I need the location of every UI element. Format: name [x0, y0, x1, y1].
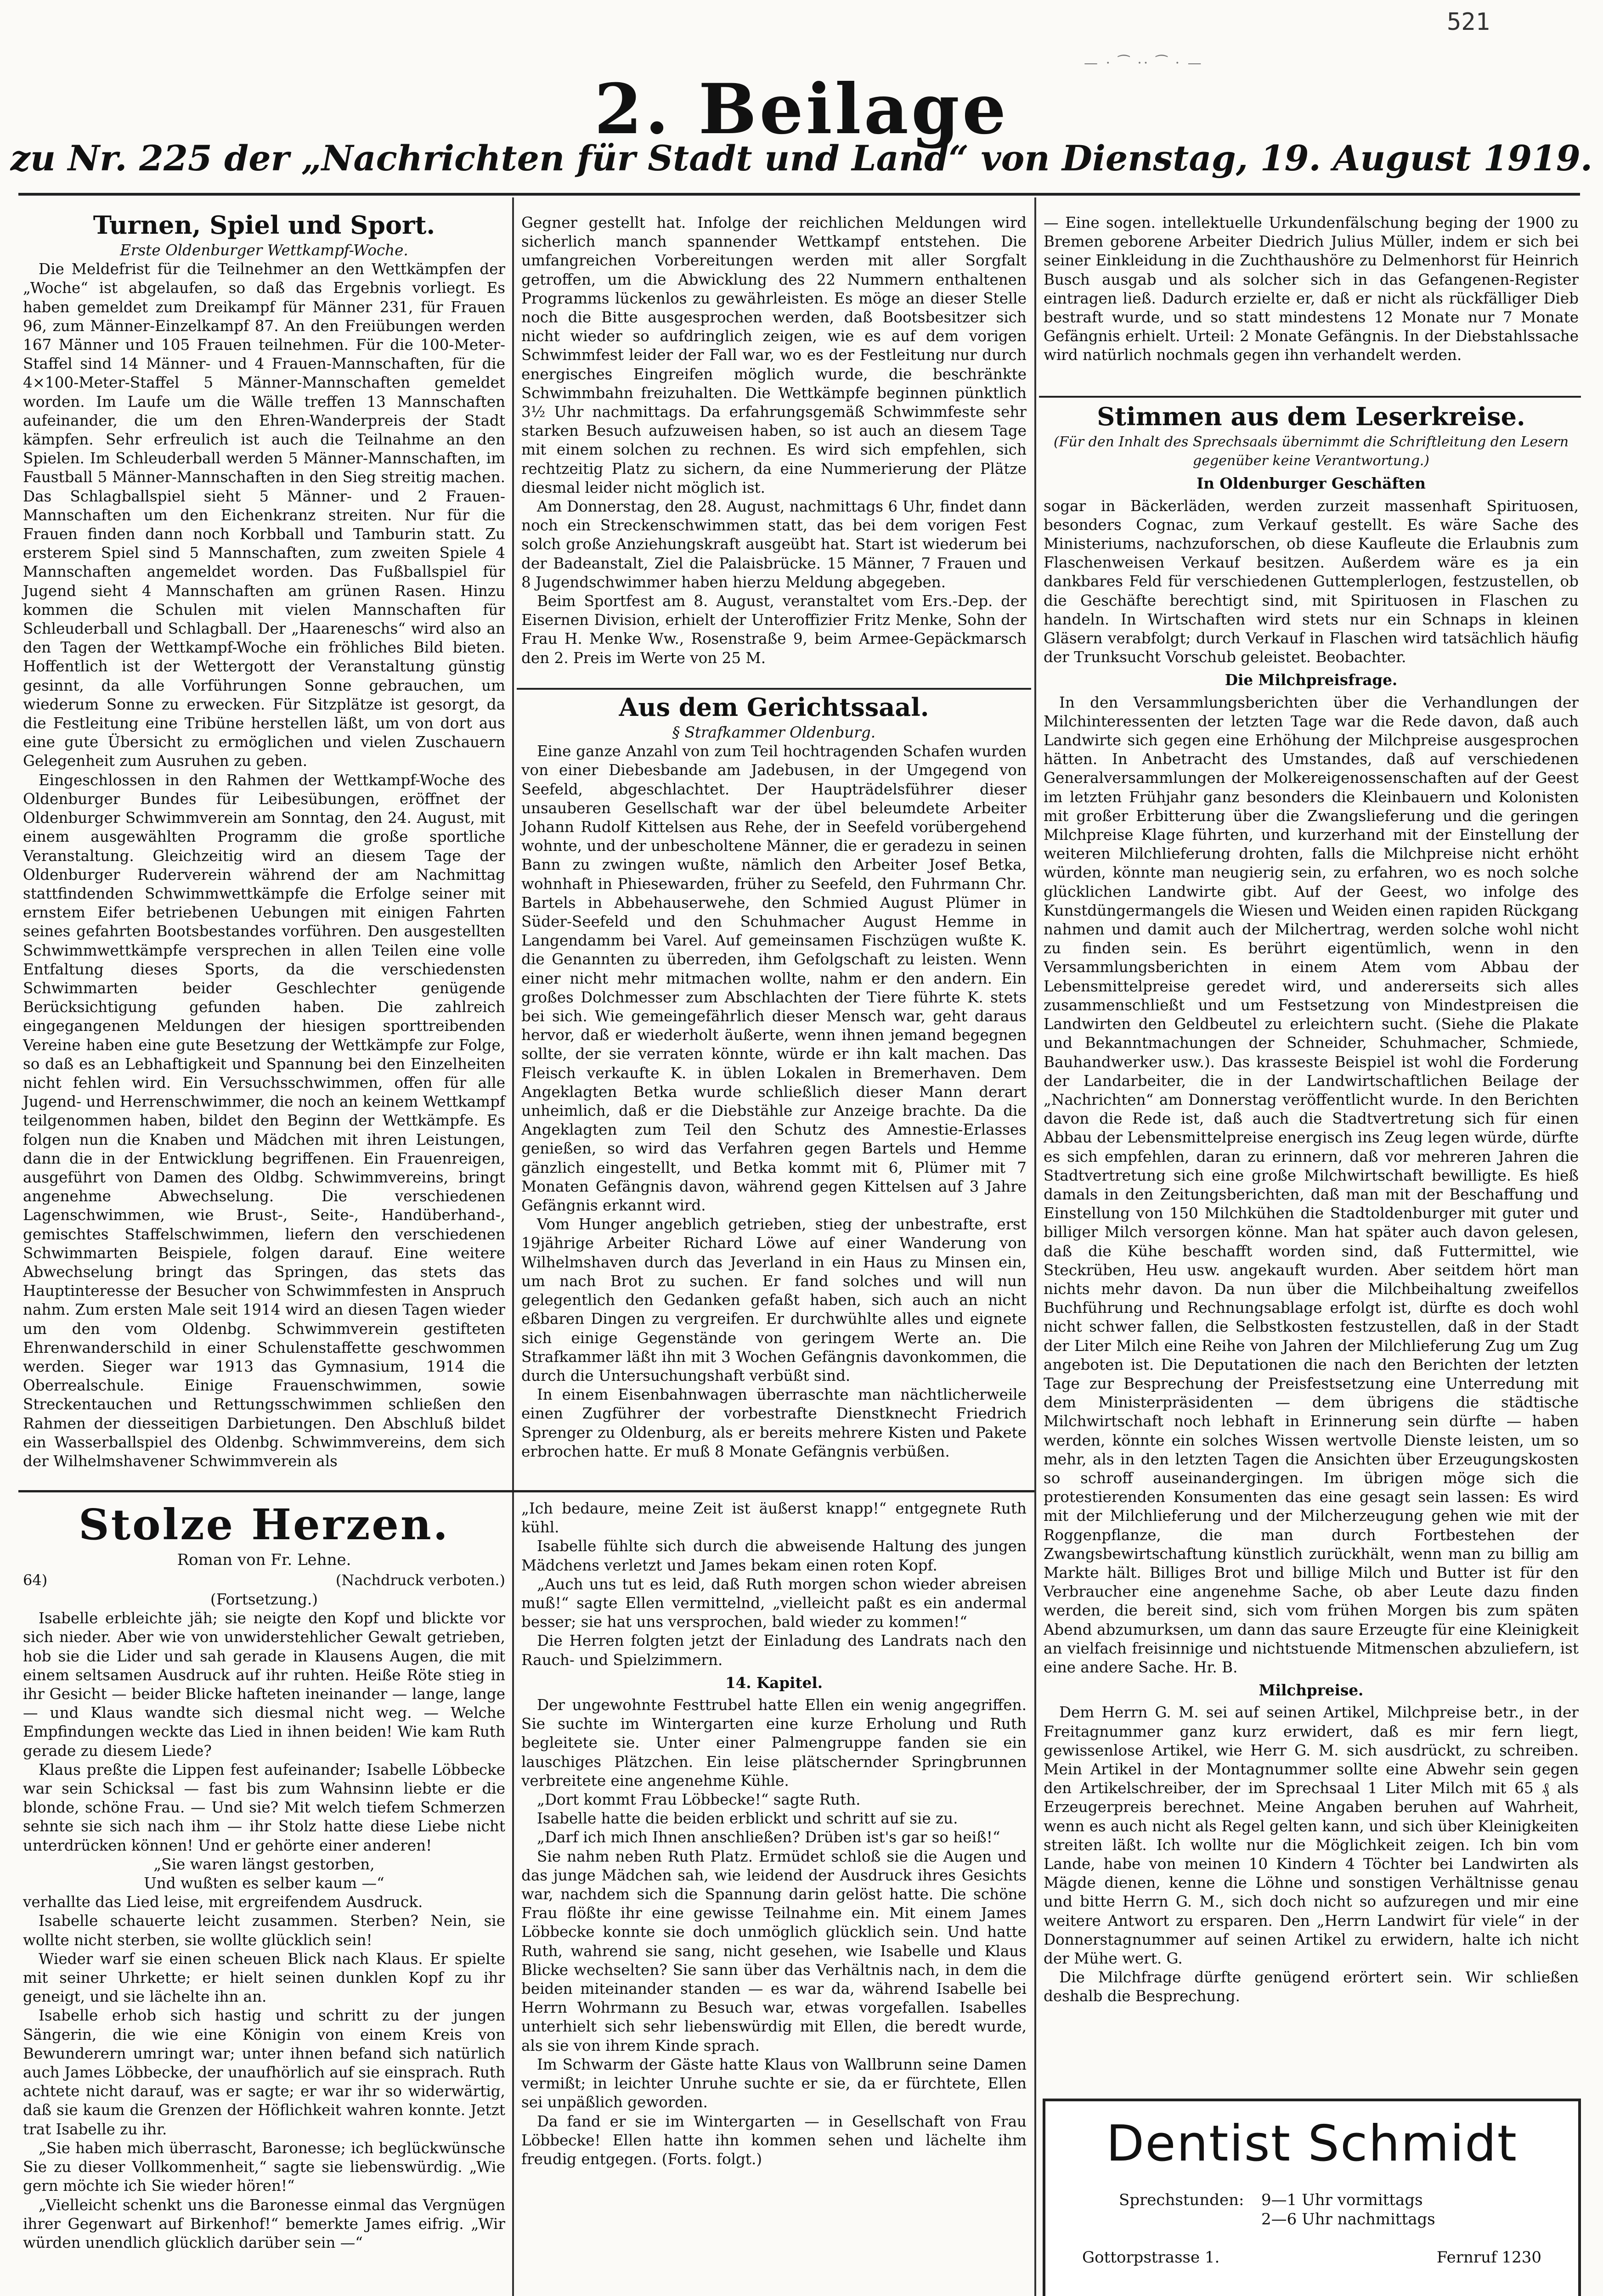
letter-paragraph: Dem Herrn G. M. sei auf seinen Artikel, Milchpreise betr., in der Freitagnummer ganz kurz erwidert, daß es mir fern liegt, gewissenlose Artikel, wie Herr G. M. sich ausdrückt, zu schreiben. Mein Artikel in der Montagnummer sollte eine Abwehr sein gegen den Artikelschreiber, der im Sprechsaal 1 Liter Milch mit 65 ₰ als Erzeugerpreis berechnet. Meine Angaben beruhen auf Wahrheit, wenn es auch nicht als Regel gelten kann, und sich über Kleinigkeiten streiten läßt. Ich wollte nur die Möglichkeit zeigen. Ich bin vom Lande, habe von meinen 10 Kindern 4 Töchter bei Landwirten als Mägde dienen, kenne die Löhne und sonstigen Verhältnisse genau und bitte Herrn G. M., sich doch nicht so aufzuregen und mir eine weitere Antwort zu ersparen. Den „Herrn Landwirt für viele“ in der Donnerstagnummer auf seinen Artikel zu erwidern, halte ich nicht der Mühe wert. G.: [1044, 1704, 1579, 1968]
serial-number: 64): [23, 1571, 48, 1589]
column-rule-1: [512, 197, 514, 2296]
serial-paragraph: Isabelle erbleichte jäh; sie neigte den Kopf und blickte vor sich nieder. Aber wie von unwiderstehlicher Gewalt getrieben, hob sie die Lider und sah gerade in Klausens Augen, die mit einem seltsamen Ausdruck auf ihr ruhten. Heiße Röte stieg in ihr Gesicht — beider Blicke hafteten ineinander — lange, lange — und Klaus wandte sich diesmal nicht weg. — Welche Empfindungen weckte das Lied in ihnen beiden! Wie kam Ruth gerade zu diesem Liede?: [23, 1609, 505, 1760]
sport-article: [23, 241, 505, 1499]
supplement-subtitle: zu Nr. 225 der „Nachrichten für Stadt und Land“ von Dienstag, 19. August 1919.: [10, 138, 1593, 179]
ad-hours-label: Sprechstunden:: [1119, 2191, 1244, 2209]
serial-paragraph: „Vielleicht schenkt uns die Baronesse einmal das Vergnügen ihrer Gegenwart auf Birkenhof!“ bemerkte James eifrig. „Wir würden unendlich glücklich darüber sein —“: [23, 2196, 505, 2251]
serial-verse: „Sie waren längst gestorben, Und wußten es selber kaum —“: [144, 1855, 384, 1892]
sport-paragraph: Die Meldefrist für die Teilnehmer an den Wettkämpfen der „Woche“ ist abgelaufen, so daß das Ergebnis vorliegt. Es haben gemeldet zum Dreikampf für Männer 231, für Frauen 96, zum Männer-Einzelkampf 87. An den Freiübungen werden 167 Männer und 105 Frauen teilnehmen. Für die 100-Meter-Staffel sind 14 Männer- und 4 Frauen-Mannschaften, für die 4×100-Meter-Staffel 5 Männer-Mannschaften gemeldet worden. Im Laufe um die Wälle treffen 13 Mannschaften aufeinander, die um den Ehren-Wanderpreis der Stadt kämpfen. Sehr erfreulich ist auch die Teilnahme an den Spielen. Im Schleuderball werden 5 Männer-Mannschaften, im Faustball 5 Männer-Mannschaften in den Sieg streitig machen. Das Schlagballspiel sieht 5 Männer- und 2 Frauen-Mannschaften um den Eichenkranz streiten. Nur für die Frauen finden dann noch Korbball und Tamburin statt. Zu ersterem Spiel sind 5 Mannschaften, zum zweiten Spiele 4 Mannschaften angemeldet worden. Das Fußballspiel für Jugend sieht 4 Mannschaften am grünen Rasen. Hinzu kommen die Schulen mit vielen Mannschaften für Schleuderball und Schlagball. Der „Haareneschs“ wird also an den Tagen der Wettkampf-Woche ein fröhliches Bild bieten. Hoffentlich ist der Wettergott der Veranstaltung günstig gesinnt, da alle Vorführungen Sonne gebrauchen, um wiederum Sonne zu erwecken. Für Sitzplätze ist gesorgt, da die Festleitung eine Tribüne herstellen läßt, um von dort aus eine gute Übersicht zu ermöglichen und vielen Zuschauern Gelegenheit zum Ausruhen zu geben.: [23, 260, 505, 770]
ad-address: Gottorpstrasse 1.: [1082, 2248, 1220, 2267]
court-paragraph: Vom Hunger angeblich getrieben, stieg der unbestrafte, erst 19jährige Arbeiter Richard Löwe auf einer Wanderung von Wilhelmshaven durch das Jeverland in ein Haus zu Minsen ein, um nach Brot zu suchen. Er fand solches und will nun gelegentlich den Gedanken gefaßt haben, sich auch an nicht eßbaren Dingen zu vergreifen. Er durchwühlte alles und eignete sich einige Gegenstände von geringem Werte an. Die Strafkammer läßt ihn mit 3 Wochen Gefängnis davonkommen, die durch die Untersuchungshaft verbüßt sind.: [521, 1216, 1027, 1384]
serial-paragraph: Klaus preßte die Lippen fest aufeinander; Isabelle Löbbecke war sein Schicksal — fast bis zum Wahnsinn liebte er die blonde, schöne Frau. — Und sie? Mit welch tiefem Schmerzen sehnte sie sich nach ihm — ihr Stolz hatte diese Liebe nicht unterdrücken können! Und er gehörte einer anderen!: [23, 1761, 505, 1854]
court-section: [521, 691, 1027, 1504]
court-heading: Aus dem Gerichtssaal.: [619, 692, 929, 722]
serial-paragraph: Isabelle hatte die beiden erblickt und schritt auf sie zu.: [537, 1810, 958, 1828]
serial-paragraph: Isabelle fühlte sich durch die abweisende Haltung des jungen Mädchens verletzt und James bekam einen roten Kopf.: [521, 1537, 1027, 1574]
ad-phone: Fernruf 1230: [1436, 2248, 1541, 2267]
letters-heading: Stimmen aus dem Leserkreise.: [1097, 402, 1525, 431]
letter-title: Die Milchpreisfrage.: [1225, 671, 1398, 689]
serial-text-2: [521, 1499, 1027, 2296]
dentist-advertisement: [1043, 2099, 1581, 2296]
serial-paragraph: Da fand er sie im Wintergarten — in Gesellschaft von Frau Löbbecke! Ellen hatte ihn kommen sehen und lächelte ihm freudig entgegen. (Forts. folgt.): [521, 2112, 1027, 2168]
serial-paragraph: Isabelle schauerte leicht zusammen. Sterben? Nein, sie wollte nicht sterben, sie wollte glücklich sein!: [23, 1912, 505, 1949]
chapter-heading: 14. Kapitel.: [725, 1673, 823, 1692]
serial-paragraph: „Sie haben mich überrascht, Baronesse; ich beglückwünsche Sie zu dieser Vollkommenheit,“ sagte sie liebenswürdig. „Wie gern möchte ich Sie wieder hören!“: [23, 2139, 505, 2195]
letter-paragraph: In den Versammlungsberichten über die Verhandlungen der Milchinteressenten der letzten Tage war die Rede davon, daß auch Landwirte sich gegen eine Erhöhung der Milchpreise ausgesprochen hätten. In Anbetracht des Umstandes, daß auf verschiedenen Generalversammlungen der Molkereigenossenschaften auf der Geest im letzten Frühjahr ganz besonders die Kleinbauern und Kolonisten mit großer Erbitterung über die Zwangslieferung und die geringen Milchpreise Klage führten, und kurzerhand mit der Einstellung der weiteren Milchlieferung drohten, falls die Milchpreise nicht erhöht würden, könnte man neugierig sein, zu erfahren, wo es noch solche glücklichen Landwirte gibt. Auf der Geest, wo infolge des Kunstdüngermangels die Wiesen und Weiden einen rapiden Rückgang nahmen und damit auch der Milchertrag, werden solche wohl nicht zu finden sein. Es berührt eigentümlich, wenn in den Versammlungsberichten in einem Atem vom Abbau der Lebensmittelpreise geredet wird, und andererseits sich alles zusammenschließt und um Festsetzung von Mindestpreisen die Landwirten den Geldbeutel zu erleichtern sucht. (Siehe die Plakate und Bekanntmachungen der Schneider, Schuhmacher, Schmiede, Bauhandwerker usw.). Das krasseste Beispiel ist wohl die Forderung der Landarbeiter, die in der Landwirtschaftlichen Beilage der „Nachrichten“ am Donnerstag veröffentlicht wurde. In den Berichten davon die Rede ist, daß auch die Stadtvertretung sich für einen Abbau der Lebensmittelpreise energisch ins Zeug legen würde, dürfte es sich empfehlen, daran zu erinnern, daß vor mehreren Jahren die Stadtvertretung sich eine große Milchwirtschaft bewilligte. Es hieß damals in den Zeitungsberichten, daß man mit der Beschaffung und Einstellung von 150 Milchkühen die Stadtoldenburger mit guter und billiger Milch versorgen könne. Man hat später auch davon gelesen, daß die Kühe beschafft worden sind, daß Futtermittel, wie Steckrüben, Heu usw. angekauft wurden. Aber seitdem hört man nichts mehr davon. Da nun über die Milchbeihaltung zweifellos Buchführung und Rechnungsablage erfolgt ist, dürfte es doch wohl nicht schwer fallen, die Selbstkosten festzustellen, daß in der Stadt der Liter Milch eine Reihe von Jahren der Milchlieferung Zug um Zug angeboten ist. Die Deputationen die nach den Berichten der letzten Tage zur Besprechung der Preisfestsetzung eine Unterredung mit dem Ministerpräsidenten — dem übrigens die städtische Milchwirtschaft noch lebhaft in Erinnerung sein dürfte — haben werden, könnte ein solches Wissen wertvolle Dienste leisten, um so mehr, als in den letzten Tagen die Ansichten über Erzeugungskosten so schroff auseinandergingen. Im übrigen möge sich die protestierenden Konsumenten das eine gesagt sein lassen: Es wird mit der Milchlieferung und der Milcherzeugung gehen wie mit der Roggenpflanze, die man durch Fortbestehen der Zwangsbewirtschaftung künstlich zurückhält, wenn man zu billig am Markte hält. Billiges Brot und billige Milch und Butter ist für den Verbraucher eine angenehme Sache, ob aber Leute dazu finden werden, die bereit sind, sich vom frühen Morgen bis zum späten Abend abzumurksen, um dann das saure Erzeugte für eine Kleinigkeit an vielfach freisinnige und nichtstuende Mitmenschen abzuliefern, ist eine andere Sache. Hr. B.: [1044, 693, 1579, 1676]
page-number: 521: [1447, 8, 1490, 36]
serial-paragraph: (Fortsetzung.): [210, 1591, 318, 1608]
serial-notice: (Nachdruck verboten.): [335, 1571, 505, 1589]
serial-paragraph: „Auch uns tut es leid, daß Ruth morgen schon wieder abreisen muß!“ sagte Ellen vermittelnd, „vielleicht paßt es ein andermal besser; sie hat uns versprochen, bald wieder zu kommen!“: [521, 1575, 1027, 1631]
sport-cont-paragraph: Beim Sportfest am 8. August, veranstaltet vom Ers.-Dep. der Eisernen Division, erhielt der Unteroffizier Fritz Menke, Sohn der Frau H. Menke Ww., Rosenstraße 9, beim Armee-Gepäckmarsch den 2. Preis im Werte von 25 M.: [521, 592, 1027, 667]
masthead-rule: [18, 193, 1580, 196]
serial-paragraph: Isabelle erhob sich hastig und schritt zu der jungen Sängerin, die wie eine Königin von einem Kreis von Bewunderern umringt war; unter ihnen befand sich natürlich auch James Löbbecke, der unaufhörlich auf sie einsprach. Ruth achtete nicht darauf, was er sagte; er war ihr so widerwärtig, daß sie kaum die Grenzen der Höflichkeit wahren konnte. Jetzt trat Isabelle zu ihr.: [23, 2007, 505, 2138]
sport-cont-paragraph: Gegner gestellt hat. Infolge der reichlichen Meldungen wird sicherlich manch spannender Wettkampf entstehen. Die umfangreichen Vorbereitungen werden mit aller Sorgfalt getroffen, um die Abwicklung des 22 Nummern enthaltenen Programms lückenlos zu gewährleisten. Es möge an dieser Stelle noch die Bitte ausgesprochen werden, daß Bootsbesitzer sich nicht wieder so aufdringlich zeigen, wie es auf dem vorigen Schwimmfest leider der Fall war, wo es der Festleitung nur durch energisches Eingreifen möglich wurde, die beschränkte Schwimmbahn freizuhalten. Die Wettkämpfe beginnen pünktlich 3½ Uhr nachmittags. Da erfahrungsgemäß Schwimmfeste sehr starken Besuch aufzuweisen haben, so ist auch an diesem Tage mit einem solchen zu rechnen. Es wird sich empfehlen, sich rechtzeitig Platz zu sichern, da eine Nummerierung der Plätze diesmal leider nicht möglich ist.: [521, 214, 1027, 496]
serial-column-1: [23, 1499, 505, 2293]
sport-heading: Turnen, Spiel und Sport.: [93, 210, 435, 240]
court-paragraph: Eine ganze Anzahl von zum Teil hochtragenden Schafen wurden von einer Diebesbande am Jadebusen, in der Umgegend von Seefeld, abgeschlachtet. Der Haupträdelsführer dieser unsauberen Gesellschaft war der übel beleumdete Arbeiter Johann Rudolf Kittelsen aus Rehe, der in Seefeld vorübergehend wohnte, und der unbescholtene Männer, die er geradezu in seinen Bann zu zwingen wußte, nämlich den Arbeiter Josef Betka, wohnhaft in Phiesewarden, früher zu Seefeld, den Fuhrmann Chr. Bartels in Abbehauserwehe, den Schmied August Plümer in Süder-Seefeld und den Schuhmacher August Hemme in Langendamm bei Varel. Auf gemeinsamen Fischzügen wußte K. die Genannten zu überreden, ihm Gefolgschaft zu leisten. Wenn einer nicht mehr mitmachen wollte, nahm er den andern. Ein großes Dolchmesser zum Abschlachten der Tiere führte K. stets bei sich. Wie gemeingefährlich dieser Mensch war, geht daraus hervor, daß er wiederholt äußerte, wenn ihnen jemand begegnen sollte, der sie verraten könnte, würde er ihn kalt machen. Das Fleisch verkaufte K. in üblen Lokalen in Bremerhaven. Dem Angeklagten Betka wurde schließlich dieser Mann derart unheimlich, daß er die Diebstähle zur Anzeige brachte. Da die Angeklagten zum Teil den Schutz des Amnestie-Erlasses genießen, so wird das Verfahren gegen Bartels und Hemme gänzlich eingestellt, und Betka kommt mit 6, Plümer mit 7 Monaten Gefängnis davon, während gegen Kittelsen auf 3 Jahre Gefängnis erkannt wird.: [521, 743, 1027, 1215]
serial-paragraph: „Dort kommt Frau Löbbecke!“ sagte Ruth.: [537, 1791, 861, 1809]
letter-paragraph: sogar in Bäckerläden, werden zurzeit massenhaft Spirituosen, besonders Cognac, zum Verkauf gestellt. Es wäre Sache des Ministeriums, nachzuforschen, ob diese Kaufleute die Erlaubnis zum Flaschenweisen Verkauf besitzen. Außerdem wäre es ja ein dankbares Feld für verschiedenen Guttemplerlogen, festzustellen, ob die Geschäfte berechtigt sind, mit Spirituosen in Flaschen zu handeln. In Wirtschaften wird stets nur ein Schnaps in kleinen Gläsern verabfolgt; durch Verkauf in Flaschen wird tatsächlich häufig der Trunksucht Vorschub geleistet. Beobachter.: [1044, 497, 1579, 666]
ad-dentist-name: Dentist Schmidt: [1106, 2115, 1518, 2172]
letter-title: In Oldenburger Geschäften: [1197, 474, 1426, 493]
letters-section: [1044, 400, 1579, 2005]
sport-column: [23, 209, 505, 1499]
sport-subheading: Erste Oldenburger Wettkampf-Woche.: [120, 242, 408, 259]
supplement-title: 2. Beilage: [594, 69, 1009, 150]
letter-paragraph: Die Milchfrage dürfte genügend erörtert sein. Wir schließen deshalb die Besprechung.: [1044, 1969, 1579, 2005]
serial-paragraph: „Ich bedaure, meine Zeit ist äußerst knapp!“ entgegnete Ruth kühl.: [521, 1500, 1027, 1536]
letters-disclaimer: (Für den Inhalt des Sprechsaals übernimmt die Schriftleitung den Lesern gegenüber keine Verantwortung.): [1053, 434, 1569, 469]
sport-paragraph: Eingeschlossen in den Rahmen der Wettkampf-Woche des Oldenburger Bundes für Leibesübungen, eröffnet der Oldenburger Schwimmverein am Sonntag, den 24. August, mit einem ausgewählten Programm die große sportliche Veranstaltung. Gleichzeitig wird an diesem Tage der Oldenburger Ruderverein während der am Nachmittag stattfindenden Schwimmwettkämpfe die Erfolge seiner mit ernstem Eifer betriebenen Uebungen mit einigen Fahrten seines gefahrten Bootsbestandes vorführen. Den ausgestellten Schwimmwettkämpfe versprechen in allen Teilen eine volle Entfaltung dieses Sports, da die verschiedensten Schwimmarten beider Geschlechter genügende Berücksichtigung gefunden haben. Die zahlreich eingegangenen Meldungen der hiesigen sporttreibenden Vereine haben eine gute Besetzung der Wettkämpfe zur Folge, so daß es an Lebhaftigkeit und Spannung bei den Einzelheiten nicht fehlen wird. Ein Versuchsschwimmen, offen für alle Jugend- und Herrenschwimmer, die noch an keinem Wettkampf teilgenommen haben, bildet den Beginn der Wettkämpfe. Es folgen nun die Knaben und Mädchen mit ihren Leistungen, dann die in der Entwicklung begriffenen. Ein Frauenreigen, ausgeführt von Damen des Oldbg. Schwimmvereins, bringt angenehme Abwechselung. Die verschiedenen Lagenschwimmen, wie Brust-, Seite-, Handüberhand-, gemischtes Staffelschwimmen, liefern den verschiedenen Schwimmarten Beispiele, folgen darauf. Eine weitere Abwechselung bringt das Springen, das stets das Hauptinteresse der Besucher von Schwimmfesten in Anspruch nahm. Zum ersten Male seit 1914 wird an diesen Tagen wieder um den vom Oldenbg. Schwimmverein gestifteten Ehrenwanderschild in einer Schulenstaffette geschwommen werden. Sieger war 1913 das Gymnasium, 1914 die Oberrealschule. Einige Frauenschwimmen, sowie Streckentauchen und Rettungsschwimmen schließen den Rahmen der diesseitigen Darbietungen. Den Abschluß bildet ein Wasserballspiel des Oldenbg. Schwimmvereins, dem sich der Wilhelmshavener Schwimmverein als: [23, 771, 505, 1470]
serial-paragraph: Wieder warf sie einen scheuen Blick nach Klaus. Er spielte mit seiner Uhrkette; er hielt seinen dunklen Kopf zu ihr geneigt, und sie lächelte ihn an.: [23, 1950, 505, 2006]
serial-title: Stolze Herzen.: [79, 1500, 450, 1549]
forgery-paragraph: — Eine sogen. intellektuelle Urkundenfälschung beging der 1900 zu Bremen geborene Arbeiter Diedrich Julius Müller, indem er sich bei seiner Einkleidung in die Zuchthaushöre zu Delmenhorst für Heinrich Busch ausgab und als solcher sich in das Gefangenen-Register eintragen ließ. Dadurch erzielte er, daß er nicht als rückfälliger Dieb bestraft wurde, und so statt mindestens 12 Monate nur 7 Monate Gefängnis erhielt. Urteil: 2 Monate Gefängnis. In der Diebstahlssache wird natürlich nochmals gegen ihn verhandelt werden.: [1044, 214, 1579, 364]
court-paragraph: In einem Eisenbahnwagen überraschte man nächtlicherweile einen Zugführer der vorbestrafte Dienstknecht Friedrich Sprenger zu Oldenburg, als er bereits mehrere Kisten und Pakete erbrochen hatte. Er muß 8 Monate Gefängnis verbüßen.: [521, 1386, 1027, 1460]
serial-meta: [23, 1570, 505, 1590]
sport-continuation: [521, 214, 1027, 700]
court-top-rule: [517, 688, 1031, 690]
forgery-report: [1044, 214, 1579, 393]
sport-cont-paragraph: Am Donnerstag, den 28. August, nachmittags 6 Uhr, findet dann noch ein Streckenschwimmen statt, das bei dem vorigen Fest solch große Anziehungskraft ausgeübt hat. Start ist wiederum bei der Badeanstalt, Ziel die Palaisbrücke. 15 Männer, 7 Frauen und 8 Jugendschwimmer haben hierzu Meldung abgegeben.: [521, 498, 1027, 591]
serial-text-1: [23, 1590, 505, 2293]
serial-paragraph: Im Schwarm der Gäste hatte Klaus von Wallbrunn seine Damen vermißt; in leichter Unruhe suchte er sie, da er fürchtete, Ellen sei unpäßlich geworden.: [521, 2055, 1027, 2111]
serial-paragraph: Der ungewohnte Festtrubel hatte Ellen ein wenig angegriffen. Sie suchte im Wintergarten eine kurze Erholung und Ruth begleitete sie. Unter einer Palmengruppe fanden sie ein lauschiges Plätzchen. Ein leise plätschernder Springbrunnen verbreitete eine angenehme Kühle.: [521, 1696, 1027, 1790]
serial-paragraph: Die Herren folgten jetzt der Einladung des Landrats nach den Rauch- und Spielzimmern.: [521, 1632, 1027, 1669]
letter-title: Milchpreise.: [1259, 1681, 1364, 1699]
serial-paragraph: „Darf ich mich Ihnen anschließen? Drüben ist's gar so heiß!“: [537, 1829, 1000, 1846]
serial-author: Roman von Fr. Lehne.: [177, 1551, 351, 1569]
ad-hours-morning: 9—1 Uhr vormittags: [1261, 2191, 1423, 2209]
serial-paragraph: Sie nahm neben Ruth Platz. Ermüdet schloß sie die Augen und das junge Mädchen sah, wie leidend der Ausdruck ihres Gesichts war, nachdem sich die Spannung darin gelöst hatte. Die schöne Frau flößte ihr eine gewisse Teilnahme ein. Mit einem James Löbbecke konnte sie doch unmöglich glücklich sein. Und hatte Ruth, wahrend sie sang, nicht gesehen, wie Isabelle und Klaus Blicke wechselten? Sie sann über das Verhältnis nach, in dem die beiden miteinander standen — es war da, während Isabelle bei Herrn Wohrmann zu Besuch war, etwas vorgefallen. Isabelles unterhielt sich sehr liebenswürdig mit Ellen, die beredt wurde, als sie von ihrem Kinde sprach.: [521, 1847, 1027, 2054]
letters-top-rule: [1039, 396, 1581, 398]
ad-hours-afternoon: 2—6 Uhr nachmittags: [1261, 2210, 1435, 2228]
print-smudge: — · ⁀ ·· ⁀ · —: [1084, 55, 1203, 71]
serial-paragraph: verhallte das Lied leise, mit ergreifendem Ausdruck.: [23, 1893, 423, 1911]
court-article: [521, 723, 1027, 1504]
letters-body: [1044, 433, 1579, 2005]
court-subheading: § Strafkammer Oldenburg.: [672, 724, 876, 741]
serial-top-rule: [18, 1490, 1034, 1492]
column-rule-2: [1034, 197, 1036, 2296]
